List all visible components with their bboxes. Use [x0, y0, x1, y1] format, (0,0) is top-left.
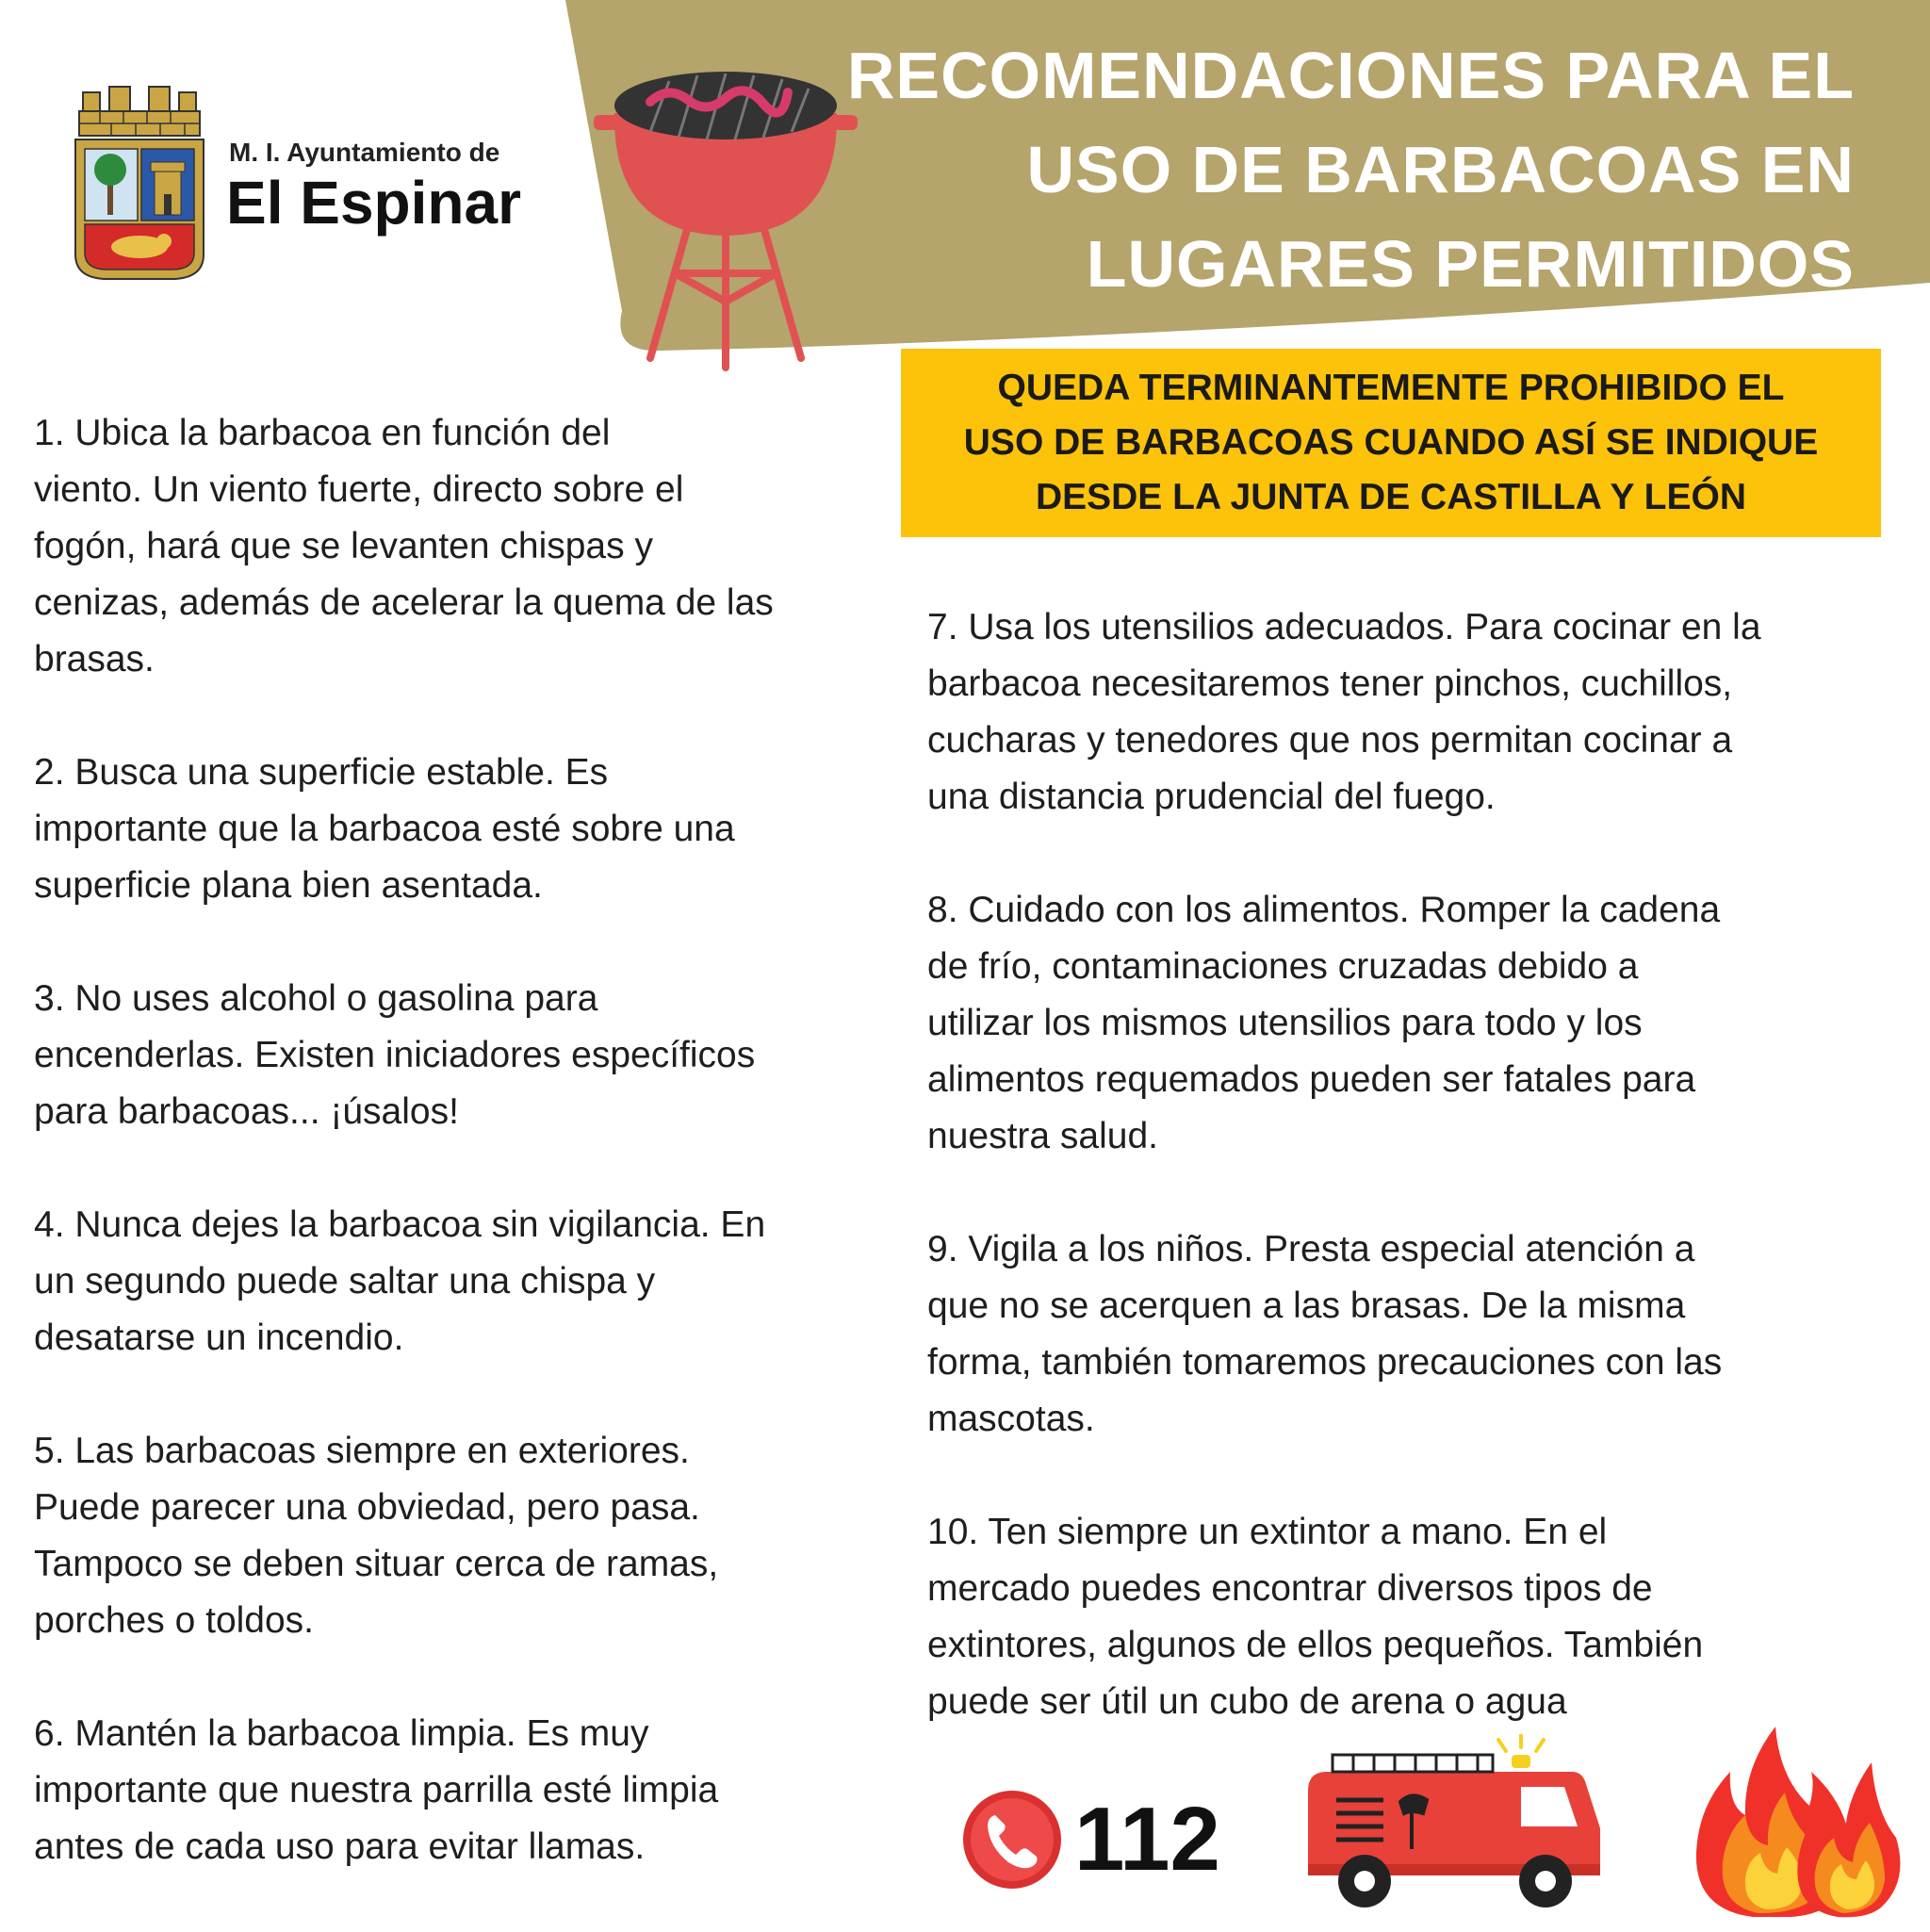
warning-banner: [901, 349, 1881, 537]
title-line: RECOMENDACIONES PARA EL: [846, 39, 1855, 112]
tip-line: 9. Vigila a los niños. Presta especial atención a: [927, 1229, 1695, 1269]
tip-line: puede ser útil un cubo de arena o agua: [927, 1681, 1567, 1722]
tip-line: mercado puedes encontrar diversos tipos de: [927, 1568, 1653, 1609]
tip-line: viento. Un viento fuerte, directo sobre el: [34, 469, 684, 510]
phone-icon: [961, 1789, 1063, 1891]
tip-line: para barbacoas... ¡úsalos!: [34, 1091, 459, 1132]
tip-line: 2. Busca una superficie estable. Es: [34, 752, 609, 793]
tip-line: 10. Ten siempre un extintor a mano. En el: [927, 1512, 1608, 1552]
warning-line: DESDE LA JUNTA DE CASTILLA Y LEÓN: [1035, 477, 1747, 517]
tip-line: cucharas y tenedores que nos permitan cocinar a: [927, 720, 1733, 761]
organization-subtitle: M. I. Ayuntamiento de: [229, 138, 500, 167]
coat-of-arms-icon: [72, 83, 207, 285]
tip-line: Tampoco se deben situar cerca de ramas,: [34, 1544, 719, 1584]
title-line: LUGARES PERMITIDOS: [1086, 227, 1855, 301]
tip-item: [34, 971, 882, 1140]
tip-item: [927, 1504, 1889, 1730]
tip-item: [34, 1423, 882, 1649]
barbecue-grill-icon: [594, 66, 858, 377]
tip-line: 4. Nunca dejes la barbacoa sin vigilancia. En: [34, 1204, 766, 1245]
tip-line: superficie plana bien asentada.: [34, 865, 543, 906]
tip-line: nuestra salud.: [927, 1116, 1158, 1156]
tip-line: 5. Las barbacoas siempre en exteriores.: [34, 1431, 690, 1471]
tip-line: forma, también tomaremos precauciones con las: [927, 1342, 1723, 1383]
tip-line: encenderlas. Existen iniciadores específicos: [34, 1035, 756, 1075]
tip-line: importante que la barbacoa esté sobre una: [34, 809, 735, 849]
fire-truck-icon: [1299, 1734, 1619, 1913]
tip-line: 7. Usa los utensilios adecuados. Para cocinar en la: [927, 607, 1761, 647]
tip-line: alimentos requemados pueden ser fatales para: [927, 1059, 1696, 1100]
tip-line: mascotas.: [927, 1399, 1095, 1439]
tip-line: utilizar los mismos utensilios para todo y los: [927, 1003, 1643, 1043]
warning-line: QUEDA TERMINANTEMENTE PROHIBIDO EL: [997, 368, 1785, 408]
tip-line: antes de cada uso para evitar llamas.: [34, 1826, 646, 1867]
tip-line: de frío, contaminaciones cruzadas debido a: [927, 946, 1639, 987]
tip-line: importante que nuestra parrilla esté limpia: [34, 1770, 719, 1810]
tip-item: [927, 1221, 1889, 1448]
tip-line: 8. Cuidado con los alimentos. Romper la cadena: [927, 890, 1721, 930]
tip-line: Puede parecer una obviedad, pero pasa.: [34, 1487, 700, 1528]
tip-line: que no se acerquen a las brasas. De la misma: [927, 1285, 1686, 1326]
tip-item: [34, 1197, 882, 1367]
organization-name: El Espinar: [226, 169, 521, 237]
emergency-phone-number: 112: [1074, 1789, 1220, 1890]
tips-left-column: [34, 405, 882, 1932]
tip-line: un segundo puede saltar una chispa y: [34, 1261, 656, 1302]
fire-icon: [1687, 1721, 1904, 1919]
tip-line: una distancia prudencial del fuego.: [927, 777, 1496, 817]
tip-line: fogón, hará que se levanten chispas y: [34, 526, 653, 566]
tip-line: desatarse un incendio.: [34, 1318, 404, 1358]
tip-item: [927, 882, 1889, 1165]
tip-line: brasas.: [34, 639, 155, 679]
title-line: USO DE BARBACOAS EN: [1026, 133, 1855, 206]
tip-line: extintores, algunos de ellos pequeños. También: [927, 1625, 1704, 1665]
tip-item: [34, 405, 882, 688]
page-title: [799, 28, 1855, 311]
tip-item: [34, 1706, 882, 1875]
tip-line: 1. Ubica la barbacoa en función del: [34, 413, 611, 453]
tip-line: porches o toldos.: [34, 1600, 315, 1641]
warning-line: USO DE BARBACOAS CUANDO ASÍ SE INDIQUE: [963, 422, 1819, 463]
tip-line: barbacoa necesitaremos tener pinchos, cuchillos,: [927, 663, 1733, 704]
tip-line: cenizas, además de acelerar la quema de las: [34, 582, 774, 623]
tip-line: 6. Mantén la barbacoa limpia. Es muy: [34, 1713, 649, 1754]
tip-line: 3. No uses alcohol o gasolina para: [34, 978, 598, 1019]
tip-item: [927, 599, 1889, 826]
tips-right-column: [927, 599, 1889, 1787]
tip-item: [34, 745, 882, 914]
